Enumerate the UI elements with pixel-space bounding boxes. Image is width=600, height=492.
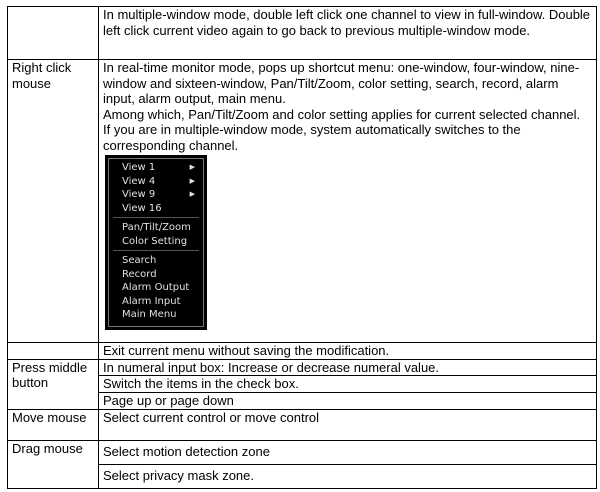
label-cell: Right click mouse <box>8 60 99 343</box>
menu-item-label: View 9 <box>122 189 156 200</box>
menu-item-label: View 16 <box>122 202 162 214</box>
menu-item-alarm-input <box>109 295 203 309</box>
description-text: Among which, Pan/Tilt/Zoom and color setting applies for current selected channel. <box>103 106 581 122</box>
menu-item-search <box>109 254 203 268</box>
table-row <box>8 359 597 376</box>
menu-item-view-16 <box>109 202 203 216</box>
menu-item-label: Pan/Tilt/Zoom <box>122 222 191 233</box>
submenu-arrow-icon: ▶ <box>189 176 195 185</box>
description-text: If you are in multiple-window mode, system automatically switches to the corresponding channel. <box>103 122 521 153</box>
label-cell: Drag mouse <box>8 440 99 488</box>
menu-item-label: Search <box>122 255 157 266</box>
table-row <box>8 409 597 440</box>
label-cell <box>8 343 99 360</box>
description-cell: In numeral input box: Increase or decrease numeral value. <box>99 359 597 376</box>
shortcut-menu-panel <box>108 158 204 327</box>
description-cell <box>99 60 597 343</box>
shortcut-menu-screenshot <box>105 155 207 330</box>
label-cell: Move mouse <box>8 409 99 440</box>
description-cell: Select motion detection zone <box>99 440 597 464</box>
label-cell: Press middle button <box>8 359 99 409</box>
menu-item-label: Main Menu <box>122 309 177 320</box>
menu-item-label: Alarm Input <box>122 295 181 307</box>
menu-divider <box>113 217 199 218</box>
submenu-arrow-icon: ▶ <box>189 163 195 171</box>
description-text: In real-time monitor mode, pops up shortcut menu: one-window, four-window, nine-window and sixteen-window, Pan/Tilt/Zoom, color setting, search, record, alarm input, alarm output, main menu. <box>103 60 580 106</box>
description-cell: Exit current menu without saving the modification. <box>99 343 597 360</box>
menu-item-label: View 4 <box>122 175 156 187</box>
description-cell: Select current control or move control <box>99 409 597 440</box>
submenu-arrow-icon: ▶ <box>189 190 195 198</box>
menu-item-alarm-output <box>109 281 203 295</box>
table-row <box>8 343 597 360</box>
menu-item-label: Color Setting <box>122 235 188 247</box>
description-text: In multiple-window mode, double left click one channel to view in full-window. Double left click current video again to go back to previous multiple-window mode. <box>103 7 591 38</box>
table-row <box>8 440 597 464</box>
menu-divider <box>113 250 199 251</box>
menu-item-label: Record <box>122 268 157 280</box>
menu-item-main-menu <box>109 308 203 322</box>
description-cell: Switch the items in the check box. <box>99 376 597 393</box>
menu-item-label: Alarm Output <box>122 282 190 293</box>
menu-item-color-setting <box>109 235 203 249</box>
description-cell: Select privacy mask zone. <box>99 464 597 488</box>
description-cell <box>99 7 597 60</box>
table-row <box>8 7 597 60</box>
description-cell: Page up or page down <box>99 393 597 410</box>
mouse-operation-table <box>7 6 597 489</box>
menu-item-view-1 <box>109 161 203 175</box>
menu-item-label: View 1 <box>122 162 156 173</box>
label-cell <box>8 7 99 60</box>
menu-item-view-9 <box>109 188 203 202</box>
menu-item-record <box>109 268 203 282</box>
table-row <box>8 60 597 343</box>
menu-item-view-4 <box>109 175 203 189</box>
menu-item-ptz <box>109 221 203 235</box>
